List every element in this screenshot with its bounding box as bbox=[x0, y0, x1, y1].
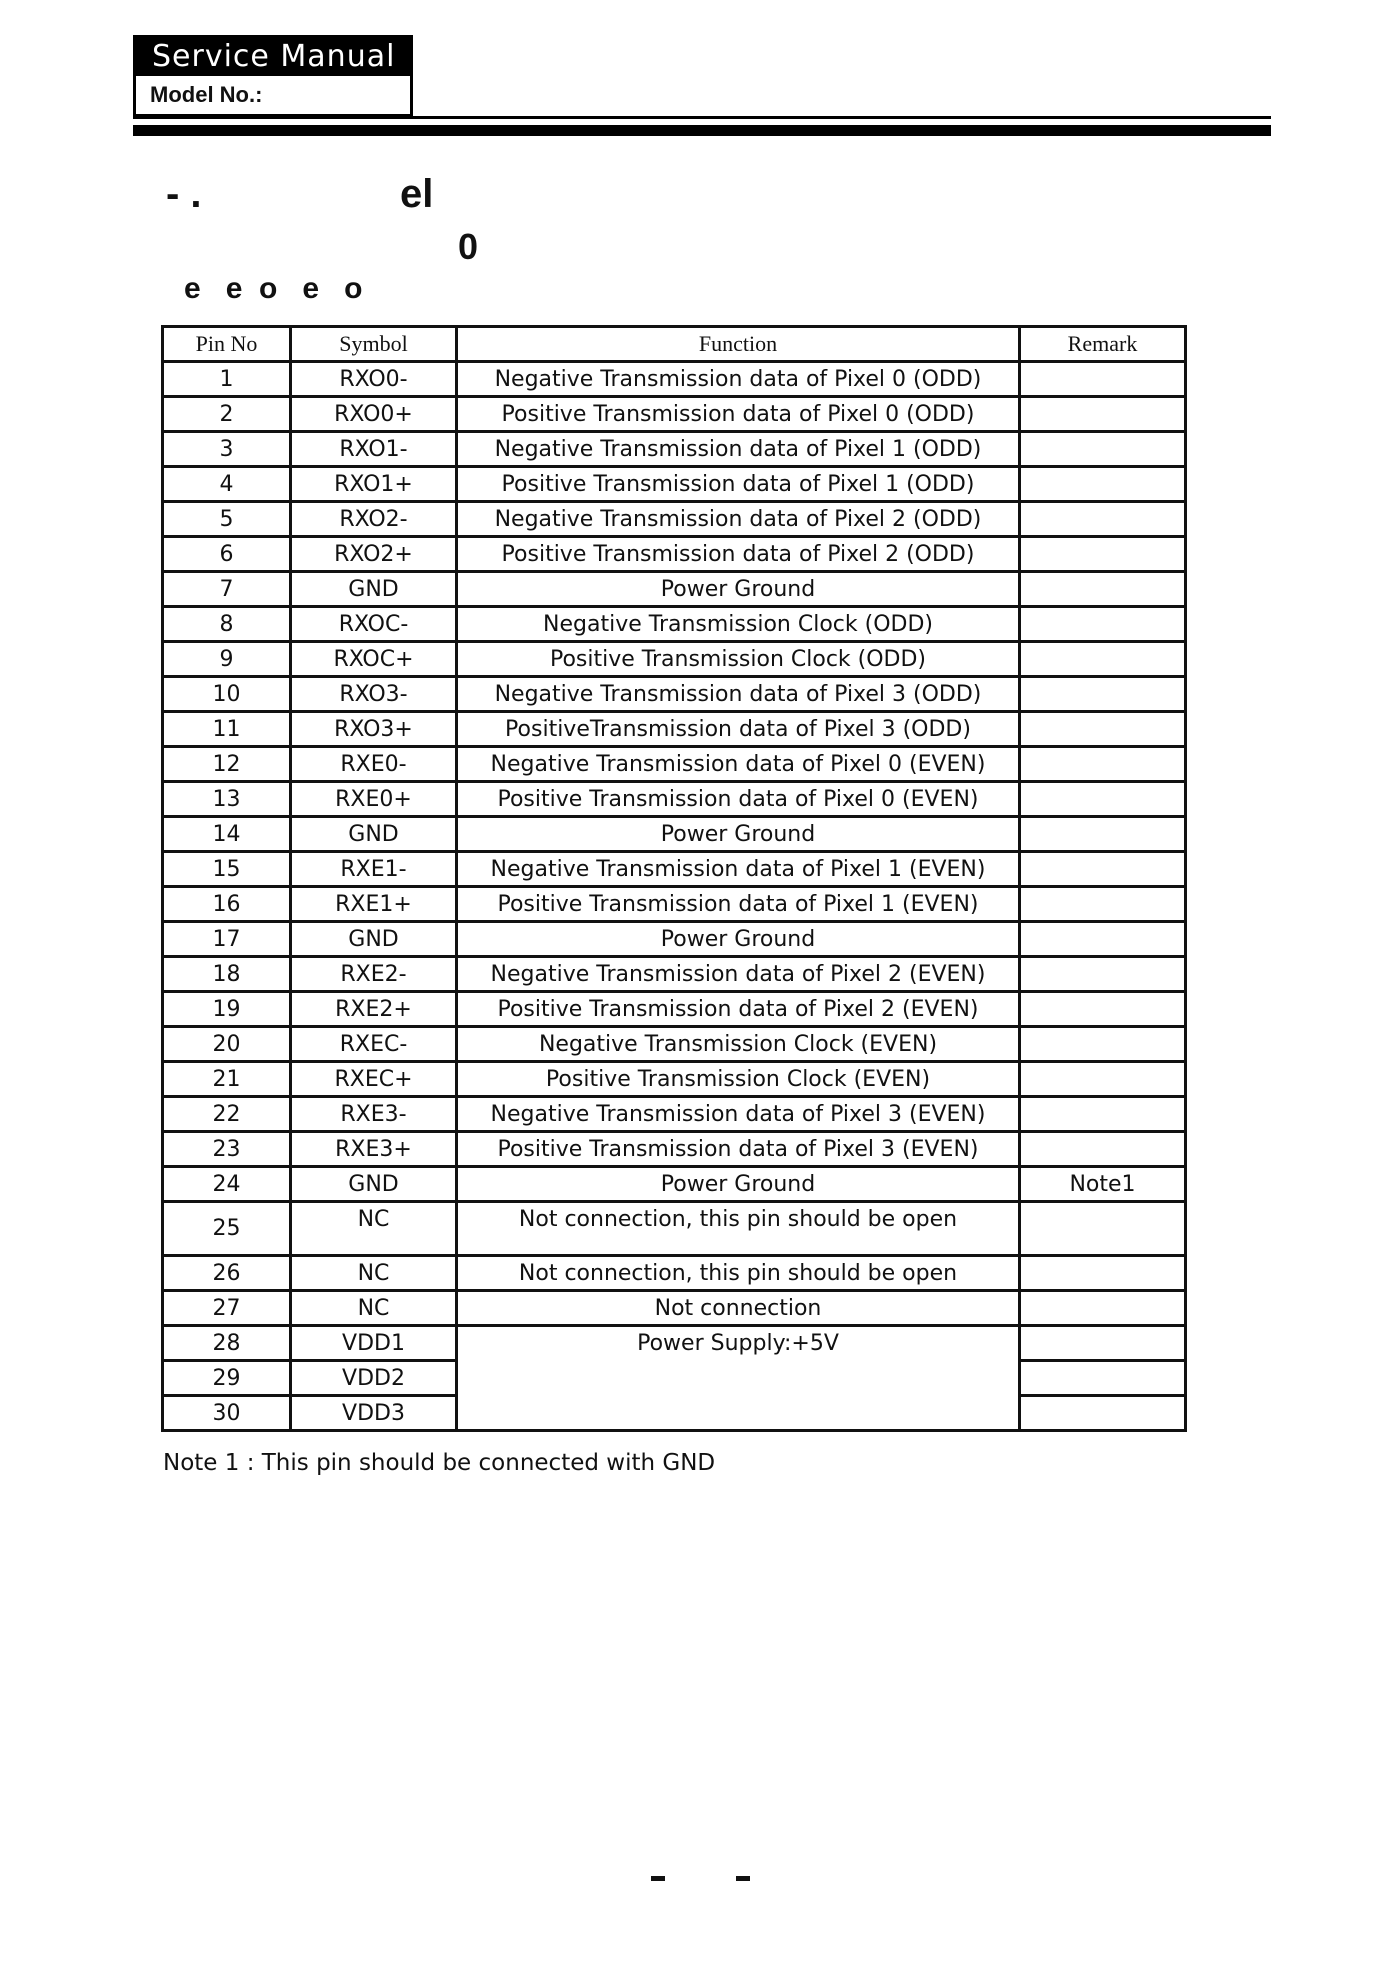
function-cell: PositiveTransmission data of Pixel 3 (ODD) bbox=[457, 712, 1020, 747]
remark-cell bbox=[1020, 992, 1186, 1027]
remark-cell bbox=[1020, 1396, 1186, 1431]
function-cell: Positive Transmission data of Pixel 1 (ODD) bbox=[457, 467, 1020, 502]
table-row bbox=[163, 1062, 1186, 1097]
column-header-pin-no: Pin No bbox=[163, 327, 291, 362]
table-row bbox=[163, 957, 1186, 992]
symbol-cell: VDD3 bbox=[291, 1396, 457, 1431]
function-cell: Power Supply:+5V bbox=[457, 1326, 1020, 1431]
function-cell: Negative Transmission data of Pixel 1 (ODD) bbox=[457, 432, 1020, 467]
function-cell: Negative Transmission Clock (ODD) bbox=[457, 607, 1020, 642]
table-row bbox=[163, 642, 1186, 677]
remark-cell bbox=[1020, 432, 1186, 467]
pin-number-cell: 2 bbox=[163, 397, 291, 432]
document-title: Service Manual bbox=[136, 38, 410, 76]
function-cell: Positive Transmission data of Pixel 2 (EVEN) bbox=[457, 992, 1020, 1027]
table-row bbox=[163, 1027, 1186, 1062]
symbol-cell: RXO2- bbox=[291, 502, 457, 537]
page-number-dash-right bbox=[736, 1876, 750, 1881]
pin-number-cell: 4 bbox=[163, 467, 291, 502]
remark-cell bbox=[1020, 467, 1186, 502]
header-box bbox=[133, 35, 413, 117]
table-row bbox=[163, 1291, 1186, 1326]
remark-cell bbox=[1020, 817, 1186, 852]
symbol-cell: GND bbox=[291, 817, 457, 852]
function-cell: Negative Transmission data of Pixel 0 (ODD) bbox=[457, 362, 1020, 397]
remark-cell bbox=[1020, 397, 1186, 432]
table-caption-fragment: e e o e o bbox=[184, 272, 363, 305]
function-cell: Power Ground bbox=[457, 922, 1020, 957]
table-row bbox=[163, 362, 1186, 397]
pin-number-cell: 11 bbox=[163, 712, 291, 747]
table-row bbox=[163, 1132, 1186, 1167]
table-header-row bbox=[163, 327, 1186, 362]
pin-number-cell: 21 bbox=[163, 1062, 291, 1097]
remark-cell bbox=[1020, 1202, 1186, 1256]
remark-cell bbox=[1020, 1361, 1186, 1396]
table-row bbox=[163, 537, 1186, 572]
function-cell: Negative Transmission Clock (EVEN) bbox=[457, 1027, 1020, 1062]
column-header-symbol: Symbol bbox=[291, 327, 457, 362]
symbol-cell: RXE1+ bbox=[291, 887, 457, 922]
symbol-cell: RXEC- bbox=[291, 1027, 457, 1062]
function-cell: Negative Transmission data of Pixel 3 (EVEN) bbox=[457, 1097, 1020, 1132]
pin-number-cell: 13 bbox=[163, 782, 291, 817]
column-header-remark: Remark bbox=[1020, 327, 1186, 362]
symbol-cell: RXE1- bbox=[291, 852, 457, 887]
pin-assignment-table bbox=[161, 325, 1187, 1432]
table-row bbox=[163, 1097, 1186, 1132]
function-cell: Negative Transmission data of Pixel 0 (EVEN) bbox=[457, 747, 1020, 782]
symbol-cell: RXE0- bbox=[291, 747, 457, 782]
table-row bbox=[163, 817, 1186, 852]
pin-number-cell: 18 bbox=[163, 957, 291, 992]
symbol-cell: RXE2- bbox=[291, 957, 457, 992]
table-row bbox=[163, 1202, 1186, 1256]
symbol-cell: RXO0- bbox=[291, 362, 457, 397]
table-row bbox=[163, 922, 1186, 957]
remark-cell bbox=[1020, 712, 1186, 747]
remark-cell bbox=[1020, 1291, 1186, 1326]
remark-cell bbox=[1020, 1326, 1186, 1361]
pin-number-cell: 23 bbox=[163, 1132, 291, 1167]
remark-cell bbox=[1020, 572, 1186, 607]
function-cell: Negative Transmission data of Pixel 2 (EVEN) bbox=[457, 957, 1020, 992]
remark-cell bbox=[1020, 677, 1186, 712]
symbol-cell: RXO3- bbox=[291, 677, 457, 712]
pin-number-cell: 1 bbox=[163, 362, 291, 397]
table-row bbox=[163, 467, 1186, 502]
pin-number-cell: 20 bbox=[163, 1027, 291, 1062]
model-number-label: Model No.: bbox=[150, 82, 263, 107]
table-row bbox=[163, 1326, 1186, 1361]
table-row bbox=[163, 397, 1186, 432]
remark-cell bbox=[1020, 747, 1186, 782]
remark-cell: Note1 bbox=[1020, 1167, 1186, 1202]
pin-number-cell: 7 bbox=[163, 572, 291, 607]
function-cell: Positive Transmission data of Pixel 0 (EVEN) bbox=[457, 782, 1020, 817]
section-number: - . bbox=[166, 172, 202, 216]
table-row bbox=[163, 1167, 1186, 1202]
pin-number-cell: 30 bbox=[163, 1396, 291, 1431]
pin-number-cell: 26 bbox=[163, 1256, 291, 1291]
function-cell: Positive Transmission Clock (ODD) bbox=[457, 642, 1020, 677]
symbol-cell: VDD2 bbox=[291, 1361, 457, 1396]
symbol-cell: RXO3+ bbox=[291, 712, 457, 747]
function-cell: Negative Transmission data of Pixel 3 (ODD) bbox=[457, 677, 1020, 712]
pin-number-cell: 6 bbox=[163, 537, 291, 572]
symbol-cell: RXO1+ bbox=[291, 467, 457, 502]
header-rule-thin bbox=[133, 116, 1271, 119]
pin-number-cell: 5 bbox=[163, 502, 291, 537]
table-row bbox=[163, 607, 1186, 642]
symbol-cell: RXE3+ bbox=[291, 1132, 457, 1167]
page-number-dash-left bbox=[651, 1876, 665, 1881]
table-row bbox=[163, 992, 1186, 1027]
header-rule-thick bbox=[133, 125, 1271, 136]
symbol-cell: GND bbox=[291, 572, 457, 607]
pin-number-cell: 9 bbox=[163, 642, 291, 677]
function-cell: Power Ground bbox=[457, 572, 1020, 607]
symbol-cell: RXE2+ bbox=[291, 992, 457, 1027]
table-row bbox=[163, 677, 1186, 712]
pin-number-cell: 16 bbox=[163, 887, 291, 922]
remark-cell bbox=[1020, 1097, 1186, 1132]
remark-cell bbox=[1020, 537, 1186, 572]
function-cell: Not connection, this pin should be open bbox=[457, 1202, 1020, 1256]
function-cell: Positive Transmission data of Pixel 2 (ODD) bbox=[457, 537, 1020, 572]
remark-cell bbox=[1020, 607, 1186, 642]
pin-number-cell: 28 bbox=[163, 1326, 291, 1361]
table-row bbox=[163, 1256, 1186, 1291]
remark-cell bbox=[1020, 1027, 1186, 1062]
pin-number-cell: 10 bbox=[163, 677, 291, 712]
symbol-cell: VDD1 bbox=[291, 1326, 457, 1361]
remark-cell bbox=[1020, 852, 1186, 887]
pin-number-cell: 3 bbox=[163, 432, 291, 467]
pin-number-cell: 19 bbox=[163, 992, 291, 1027]
remark-cell bbox=[1020, 782, 1186, 817]
symbol-cell: GND bbox=[291, 1167, 457, 1202]
function-cell: Power Ground bbox=[457, 817, 1020, 852]
function-cell: Negative Transmission data of Pixel 1 (EVEN) bbox=[457, 852, 1020, 887]
function-cell: Power Ground bbox=[457, 1167, 1020, 1202]
remark-cell bbox=[1020, 887, 1186, 922]
symbol-cell: GND bbox=[291, 922, 457, 957]
table-row bbox=[163, 432, 1186, 467]
table-row bbox=[163, 747, 1186, 782]
table-row bbox=[163, 782, 1186, 817]
pin-number-cell: 29 bbox=[163, 1361, 291, 1396]
function-cell: Positive Transmission data of Pixel 3 (EVEN) bbox=[457, 1132, 1020, 1167]
table-row bbox=[163, 887, 1186, 922]
pin-number-cell: 17 bbox=[163, 922, 291, 957]
symbol-cell: NC bbox=[291, 1256, 457, 1291]
table-row bbox=[163, 712, 1186, 747]
remark-cell bbox=[1020, 1256, 1186, 1291]
remark-cell bbox=[1020, 922, 1186, 957]
symbol-cell: RXE3- bbox=[291, 1097, 457, 1132]
symbol-cell: RXO2+ bbox=[291, 537, 457, 572]
subheading-fragment: 0 bbox=[458, 226, 479, 267]
pin-number-cell: 14 bbox=[163, 817, 291, 852]
table-row bbox=[163, 572, 1186, 607]
pin-number-cell: 22 bbox=[163, 1097, 291, 1132]
pin-number-cell: 24 bbox=[163, 1167, 291, 1202]
pin-number-cell: 27 bbox=[163, 1291, 291, 1326]
symbol-cell: RXE0+ bbox=[291, 782, 457, 817]
remark-cell bbox=[1020, 957, 1186, 992]
symbol-cell: NC bbox=[291, 1202, 457, 1256]
remark-cell bbox=[1020, 1132, 1186, 1167]
section-heading-fragment: el bbox=[400, 172, 434, 216]
remark-cell bbox=[1020, 362, 1186, 397]
table-row bbox=[163, 502, 1186, 537]
pin-number-cell: 25 bbox=[163, 1202, 291, 1256]
symbol-cell: RXEC+ bbox=[291, 1062, 457, 1097]
remark-cell bbox=[1020, 1062, 1186, 1097]
function-cell: Positive Transmission Clock (EVEN) bbox=[457, 1062, 1020, 1097]
footnote: Note 1 : This pin should be connected with GND bbox=[163, 1450, 716, 1476]
remark-cell bbox=[1020, 642, 1186, 677]
function-cell: Not connection, this pin should be open bbox=[457, 1256, 1020, 1291]
symbol-cell: RXO1- bbox=[291, 432, 457, 467]
pin-number-cell: 15 bbox=[163, 852, 291, 887]
symbol-cell: RXOC+ bbox=[291, 642, 457, 677]
remark-cell bbox=[1020, 502, 1186, 537]
symbol-cell: RXOC- bbox=[291, 607, 457, 642]
symbol-cell: RXO0+ bbox=[291, 397, 457, 432]
function-cell: Positive Transmission data of Pixel 0 (ODD) bbox=[457, 397, 1020, 432]
function-cell: Not connection bbox=[457, 1291, 1020, 1326]
pin-number-cell: 12 bbox=[163, 747, 291, 782]
function-cell: Negative Transmission data of Pixel 2 (ODD) bbox=[457, 502, 1020, 537]
pin-number-cell: 8 bbox=[163, 607, 291, 642]
symbol-cell: NC bbox=[291, 1291, 457, 1326]
column-header-function: Function bbox=[457, 327, 1020, 362]
table-row bbox=[163, 852, 1186, 887]
function-cell: Positive Transmission data of Pixel 1 (EVEN) bbox=[457, 887, 1020, 922]
